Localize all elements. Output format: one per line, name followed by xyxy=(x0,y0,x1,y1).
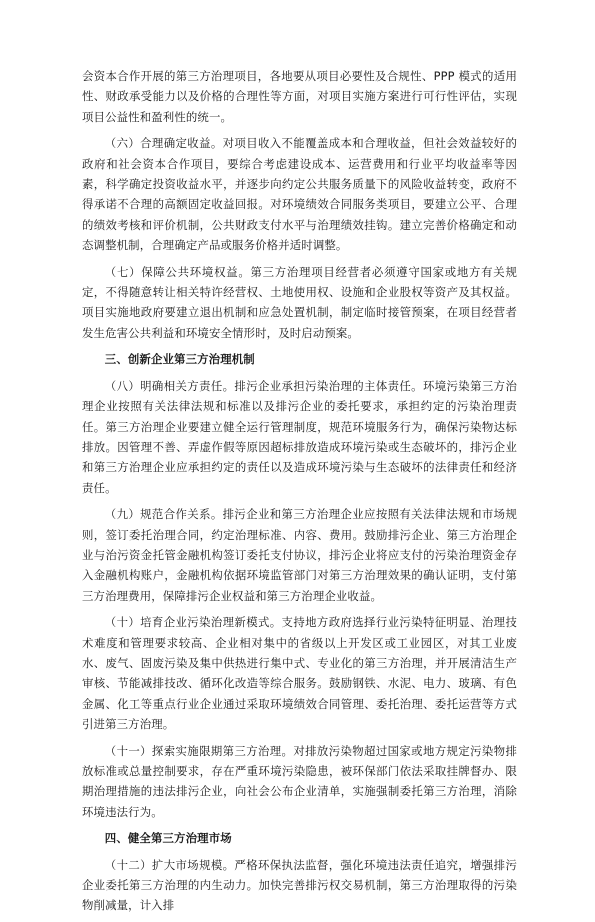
paragraph-item-12: （十二）扩大市场规模。严格环保执法监督，强化环境违法责任追究，增强排污企业委托第三方治理的内生动力。加快完善排污权交易机制，第三方治理取得的污染物削减量，计入排 xyxy=(82,857,517,913)
section-heading-4: 四、健全第三方治理市场 xyxy=(104,831,232,846)
section-heading-3: 三、创新企业第三方治理机制 xyxy=(104,352,255,367)
paragraph-item-8: （八）明确相关方责任。排污企业承担污染治理的主体责任。环境污染第三方治理企业按照有关法律法规和标准以及排污企业的委托要求，承担约定的污染治理责任。第三方治理企业要建立健全运行管理制度，规范环境服务行为，确保污染物达标排放。因管理不善、弄虚作假等原因超标排放造成环境污染或生态破坏的，排污企业和第三方治理企业应承担约定的责任以及造成环境污染与生态破坏的法律责任和经济责任。 xyxy=(82,378,517,495)
paragraph-item-9: （九）规范合作关系。排污企业和第三方治理企业应按照有关法律法规和市场规则，签订委托治理合同，约定治理标准、内容、费用。鼓励排污企业、第三方治理企业与治污资金托管金融机构签订委托支付协议，排污企业将应支付的污染治理资金存入金融机构账户，金融机构依据环境监管部门对第三方治理效果的确认证明，支付第三方治理费用，保障排污企业权益和第三方治理企业收益。 xyxy=(82,507,517,603)
document-body xyxy=(82,66,517,922)
paragraph-item-11: （十一）探索实施限期第三方治理。对排放污染物超过国家或地方规定污染物排放标准或总量控制要求，存在严重环境污染隐患，被环保部门依法采取挂牌督办、限期治理措施的违法排污企业，向社会公布企业清单，实施强制委托第三方治理，消除环境违法行为。 xyxy=(82,743,517,819)
paragraph-item-7: （七）保障公共环境权益。第三方治理项目经营者必须遵守国家或地方有关规定，不得随意转让相关特许经营权、土地使用权、设施和企业股权等资产及其权益。项目实施地政府要建立退出机制和应急处置机制，制定临时接管预案，在项目经营者发生危害公共利益和环境安全情形时，及时启动预案。 xyxy=(82,264,517,340)
paragraph-item-6: （六）合理确定收益。对项目收入不能覆盖成本和合理收益，但社会效益较好的政府和社会资本合作项目，要综合考虑建设成本、运营费用和行业平均收益率等因素，科学确定投资收益水平，并逐步向约定公共服务质量下的风险收益转变，政府不得承诺不合理的高额固定收益回报。对环境绩效合同服务类项目，要建立公平、合理的绩效考核和评价机制，公共财政支付水平与治理绩效挂钩。建立完善价格确定和动态调整机制，合理确定产品或服务价格并适时调整。 xyxy=(82,136,517,253)
paragraph-continuation: 会资本合作开展的第三方治理项目，各地要从项目必要性及合规性、PPP 模式的适用性、财政承受能力以及价格的合理性等方面，对项目实施方案进行可行性评估，实现项目公益性和盈利性的统一。 xyxy=(82,69,517,124)
paragraph-item-10: （十）培育企业污染治理新模式。支持地方政府选择行业污染特征明显、治理技术难度和管理要求较高、企业相对集中的省级以上开发区或工业园区，对其工业废水、废气、固废污染及集中供热进行集中式、专业化的第三方治理，并开展清洁生产审核、节能减排技改、循环化改造等综合服务。鼓励钢铁、水泥、电力、玻璃、有色金属、化工等重点行业企业通过采取环境绩效合同管理、委托治理、委托运营等方式引进第三方治理。 xyxy=(82,615,517,732)
